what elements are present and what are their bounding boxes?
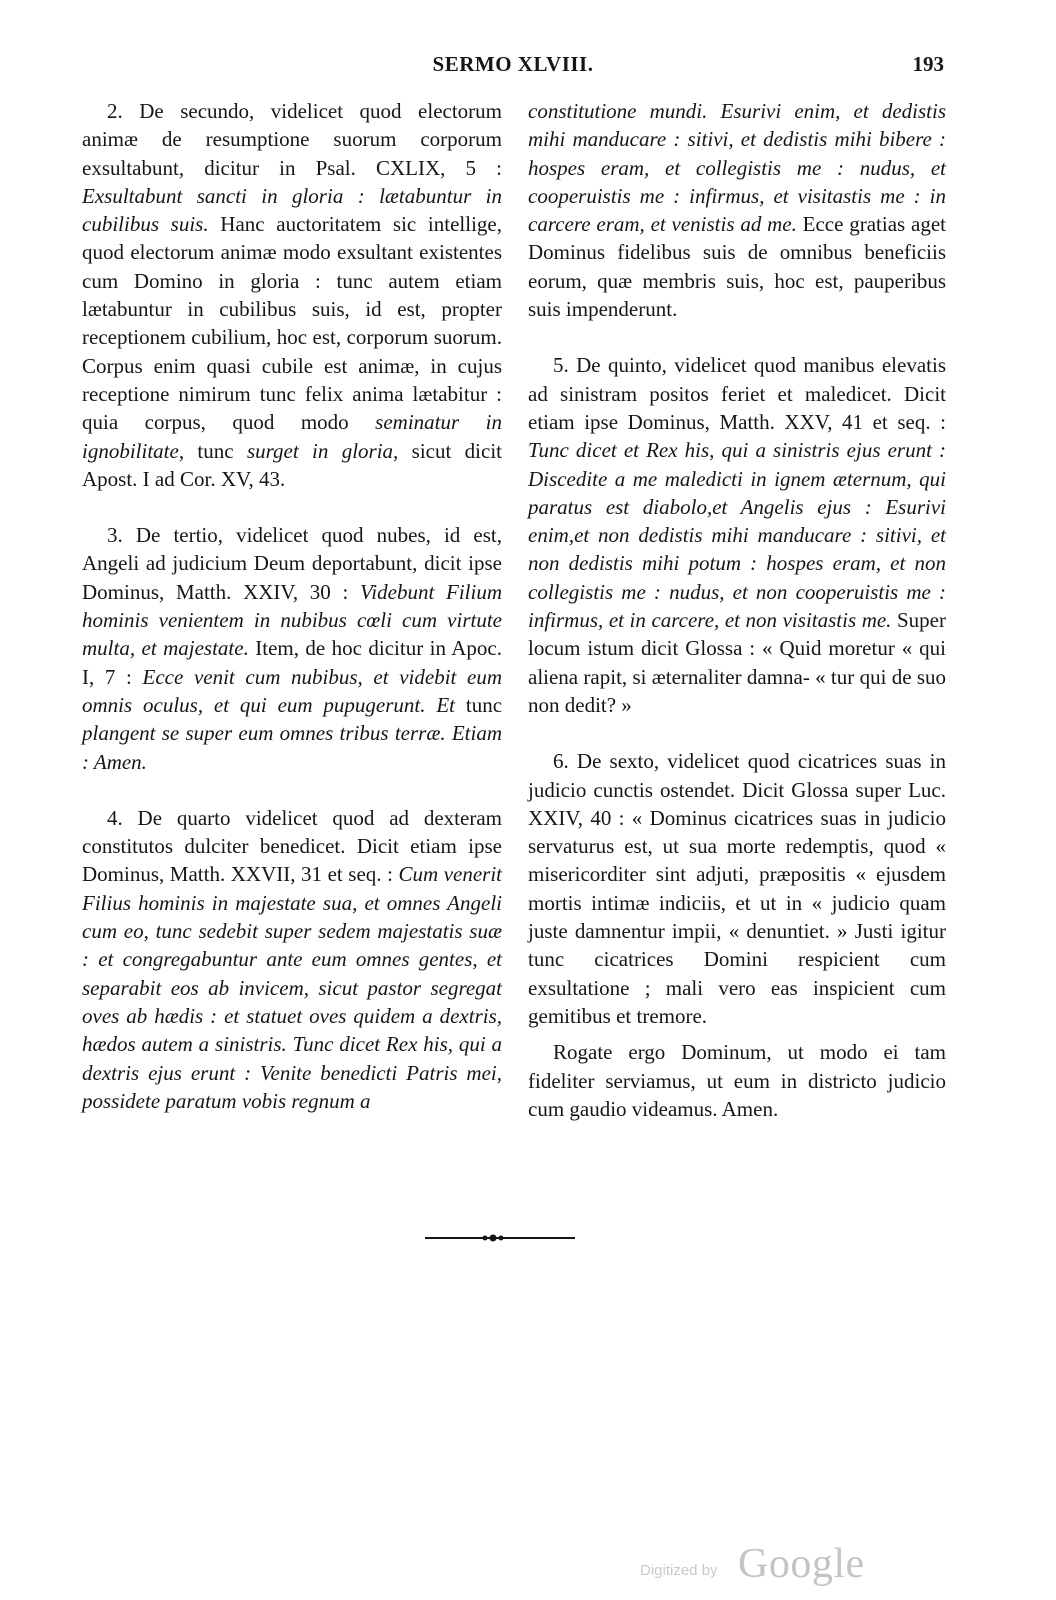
paragraph	[528, 1038, 946, 1123]
google-logo: Google	[738, 1541, 865, 1587]
paragraph	[528, 97, 946, 323]
italic-text: seminatur in ignobilitate	[82, 410, 502, 463]
left-column	[82, 97, 502, 1115]
digitized-label: Digitized by	[640, 1562, 718, 1579]
digitized-watermark	[640, 1540, 890, 1590]
italic-text: Ecce venit cum nubibus, et videbit eum omnis oculus, et qui eum pupugerunt. Et	[82, 664, 503, 717]
paragraph	[82, 521, 502, 776]
text-run: Super locum istum dicit Glossa : « Quid moretur « qui aliena rapit, si æternaliter damna- « tur qui de suo non dedit? »	[528, 608, 946, 717]
text-run: Item, de hoc dicitur in Apoc. I, 7 :	[82, 636, 502, 689]
text-run: Ecce gratias aget Dominus fidelibus suis de omnibus beneficiis eorum, quæ membris suis, hoc est, pauperibus suis impenderunt.	[528, 212, 946, 322]
text-run: 2. De secundo, videlicet quod electorum animæ de resumptione suorum corporum exsultabunt, dicitur in Psal. CXLIX, 5 :	[82, 99, 502, 180]
paragraph	[528, 747, 946, 1030]
text-run: Hanc auctoritatem sic intellige, quod electorum animæ modo exsultant existentes cum Domino in gloria : tunc autem etiam lætabuntur in cubilibus suis, id est, propter receptionem cubilium, hoc est, corporum suorum. Corpus enim quasi cubile est animæ, in cujus receptione nimirum tunc felix anima lætabitur : quia corpus, quod modo	[82, 212, 502, 435]
right-column	[528, 97, 946, 1123]
italic-text: Exsultabunt sancti in gloria : lætabuntur in cubilibus suis.	[82, 183, 502, 237]
running-title: SERMO XLVIII.	[432, 52, 594, 76]
italic-text: Tunc dicet et Rex his, qui a sinistris ejus erunt : Discedite a me maledicti in ignem æternum, qui paratus est diabolo,et Angelis ejus : Esurivi enim,et non dedistis mihi manducare : sitivi, et non dedistis mihi potum : hospes eram, et non collegistis me : nudus, et non cooperuistis me : infirmus, et in carcere, et non visitastis me.	[528, 438, 946, 633]
italic-text: surget in gloria,	[246, 438, 399, 463]
text-run: 5. De quinto, videlicet quod manibus elevatis ad sinistram positos feriet et maledicet. Dicit etiam ipse Dominus, Matth. XXV, 41 et seq. :	[528, 353, 946, 434]
italic-text: Videbunt Filium hominis venientem in nubibus cœli cum virtute multa, et majestate.	[82, 579, 502, 661]
text-run: , tunc	[178, 438, 247, 463]
text-run: 4. De quarto videlicet quod ad dexteram constitutos dulciter benedicet. Dicit etiam ipse Dominus, Matth. XXVII, 31 et seq. :	[82, 805, 502, 887]
text-run: Rogate ergo Dominum, ut modo ei tam fideliter serviamus, ut eum in districto judicio cum gaudio videamus. Amen.	[528, 1040, 946, 1121]
italic-text: Cum venerit Filius hominis in majestate sua, et omnes Angeli cum eo, tunc sedebit super sedem majestatis suæ : et congregabuntur ante eum omnes gentes, et separabit eos ab invicem, sicut pastor segregat oves ab hædis : et statuet oves quidem a dextris, hædos autem a sinistris. Tunc dicet Rex his, qui a dextris ejus erunt : Venite benedicti Patris mei, possidete paratum vobis regnum a	[82, 862, 502, 1113]
text-run: tunc	[455, 692, 503, 717]
paragraph	[528, 351, 946, 719]
paragraph	[82, 97, 502, 493]
page-number: 193	[912, 52, 944, 76]
ornamental-divider	[425, 1233, 575, 1243]
page-header	[82, 52, 944, 82]
text-run: sicut dicit Apost. I ad Cor. XV, 43.	[82, 438, 502, 491]
text-run: 6. De sexto, videlicet quod cicatrices suas in judicio cunctis ostendet. Dicit Glossa super Luc. XXIV, 40 : « Dominus cicatrices suas in judicio servaturus est, ut sua morte redemptis, quod « misericorditer sint adjuti, præpositis « ejusdem mortis intimæ indiciis, et ut in « judicio quam juste damnentur impii, « denuntiet. » Justi igitur tunc cicatrices Domini respicient cum exsultatione ; mali vero eas inspicient cum gemitibus et tremore.	[528, 749, 946, 1028]
paragraph	[82, 804, 502, 1115]
italic-text: constitutione mundi. Esurivi enim, et dedistis mihi manducare : sitivi, et dedistis mihi bibere : hospes eram, et collegistis me : nudus, et cooperuistis me : infirmus, et visitastis me : in carcere eram, et venistis ad me.	[528, 99, 946, 237]
italic-text: plangent se super eum omnes tribus terræ. Etiam : Amen.	[82, 721, 502, 774]
text-run: 3. De tertio, videlicet quod nubes, id est, Angeli ad judicium Deum deportabunt, dicit ipse Dominus, Matth. XXIV, 30 :	[82, 523, 502, 604]
